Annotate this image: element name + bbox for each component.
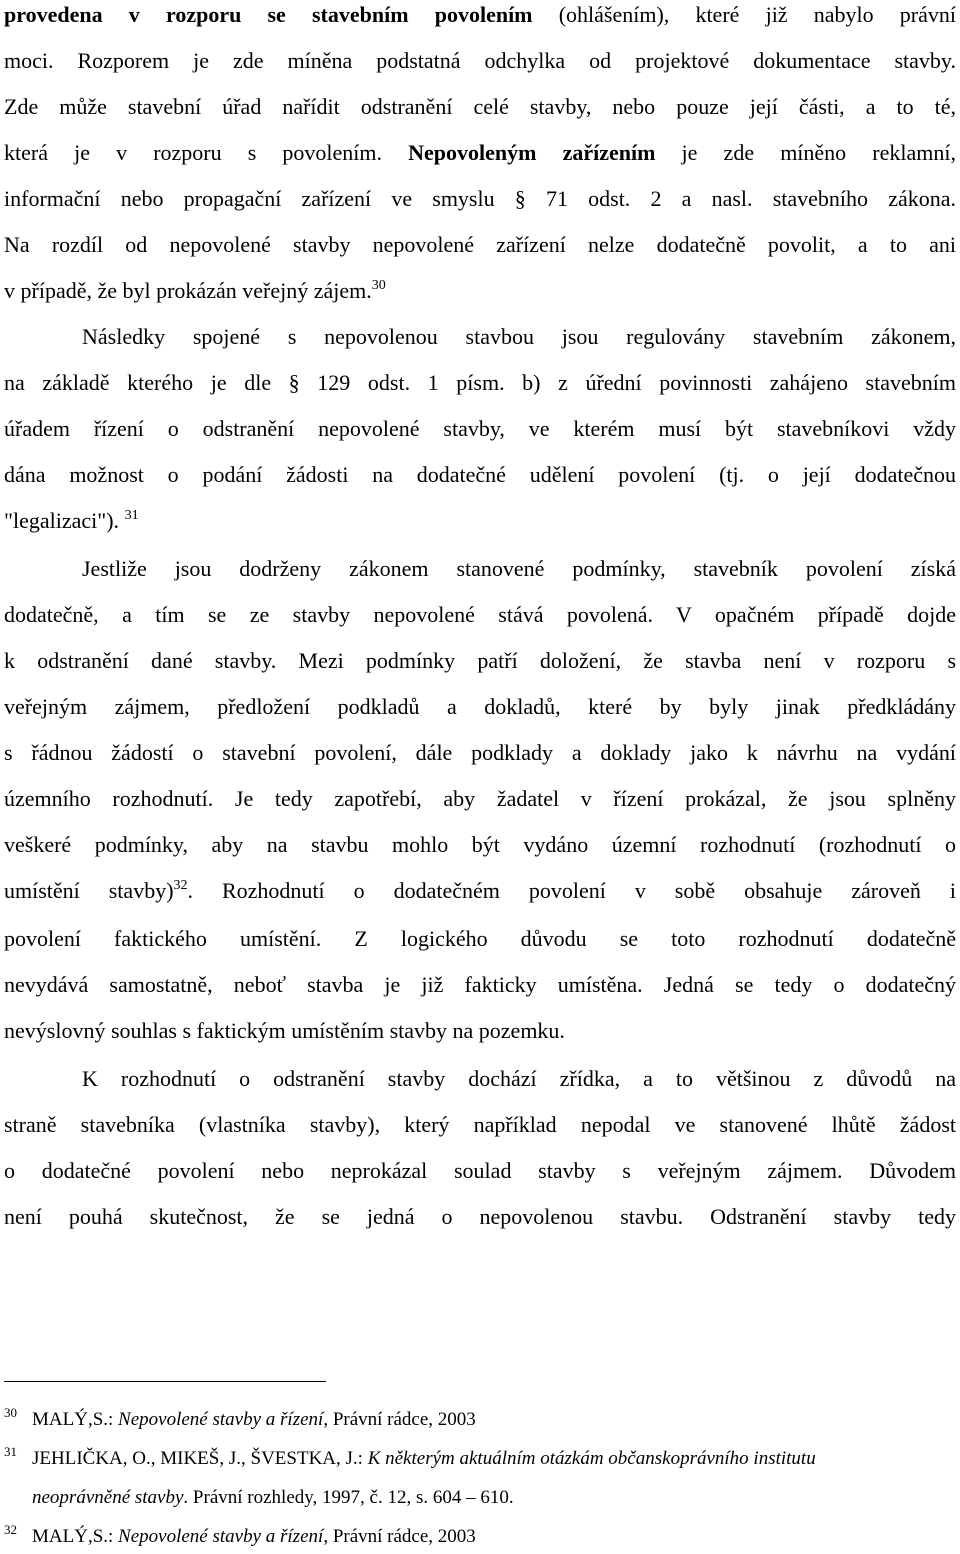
footnote-line bbox=[4, 1407, 476, 1433]
body-line bbox=[4, 368, 956, 398]
footnote-number-box bbox=[4, 1446, 32, 1472]
body-line bbox=[4, 784, 956, 814]
text-run: je zde míněno reklamní, bbox=[655, 140, 956, 165]
body-line bbox=[4, 1064, 956, 1094]
text-run: není pouhá skutečnost, že se jedná o nepovolenou stavbu. Odstranění stavby tedy bbox=[4, 1204, 956, 1229]
text-run: Na rozdíl od nepovolené stavby nepovolené zařízení nelze dodatečně povolit, a to ani bbox=[4, 232, 956, 257]
bold-term: provedena v rozporu se stavebním povolením bbox=[4, 2, 533, 27]
body-line bbox=[4, 414, 956, 444]
body-line bbox=[4, 1110, 956, 1140]
text-run: územního rozhodnutí. Je tedy zapotřebí, aby žadatel v řízení prokázal, že jsou splněny bbox=[4, 786, 956, 811]
body-line bbox=[4, 230, 956, 260]
body-line bbox=[4, 506, 956, 536]
text-run: o dodatečné povolení nebo neprokázal soulad stavby s veřejným zájmem. Důvodem bbox=[4, 1158, 956, 1183]
citation-text: , Právní rádce, 2003 bbox=[323, 1526, 476, 1547]
body-line bbox=[4, 460, 956, 490]
citation-title: K některým aktuálním otázkám občanskoprávního institutu bbox=[367, 1448, 816, 1469]
text-run: která je v rozporu s povolením. bbox=[4, 140, 409, 165]
body-line bbox=[4, 184, 956, 214]
body-line bbox=[4, 46, 956, 76]
body-line bbox=[4, 276, 956, 306]
text-run: moci. Rozporem je zde míněna podstatná odchylka od projektové dokumentace stavby. bbox=[4, 48, 956, 73]
citation-text: MALÝ,S.: bbox=[32, 1526, 119, 1547]
text-run: Jestliže jsou dodrženy zákonem stanovené podmínky, stavebník povolení získá bbox=[82, 556, 956, 581]
body-line bbox=[4, 876, 956, 906]
footnote-separator bbox=[4, 1381, 326, 1382]
text-run: veškeré podmínky, aby na stavbu mohlo být vydáno územní rozhodnutí (rozhodnutí o bbox=[4, 832, 956, 857]
body-line bbox=[4, 322, 956, 352]
footnote-line bbox=[4, 1524, 476, 1550]
body-line bbox=[4, 924, 956, 954]
text-run: (ohlášením), které již nabylo právní bbox=[532, 2, 956, 27]
citation-text: MALÝ,S.: bbox=[32, 1409, 119, 1430]
text-run: na základě kterého je dle § 129 odst. 1 písm. b) z úřední povinnosti zahájeno stavebním bbox=[4, 370, 956, 395]
footnote-number: 31 bbox=[4, 1444, 17, 1459]
text-run: Zde může stavební úřad nařídit odstranění celé stavby, nebo pouze její části, a to té, bbox=[4, 94, 956, 119]
footnote-number: 32 bbox=[4, 1522, 17, 1537]
body-line bbox=[4, 738, 956, 768]
body-line bbox=[4, 830, 956, 860]
body-line bbox=[4, 554, 956, 584]
footnote-reference: 31 bbox=[124, 508, 139, 523]
text-run: k odstranění dané stavby. Mezi podmínky patří doložení, že stavba není v rozporu s bbox=[4, 648, 956, 673]
citation-title: Nepovolené stavby a řízení bbox=[118, 1409, 324, 1430]
text-run: nevýslovný souhlas s faktickým umístěním stavby na pozemku. bbox=[4, 1018, 565, 1043]
footnote-number-box bbox=[4, 1407, 32, 1433]
text-run: s řádnou žádostí o stavební povolení, dále podklady a doklady jako k návrhu na vydání bbox=[4, 740, 956, 765]
body-line bbox=[4, 646, 956, 676]
footnote-reference: 30 bbox=[371, 278, 386, 293]
text-run: v případě, že byl prokázán veřejný zájem. bbox=[4, 278, 372, 303]
text-run: nevydává samostatně, neboť stavba je již fakticky umístěna. Jedná se tedy o dodatečný bbox=[4, 972, 956, 997]
text-run: veřejným zájmem, předložení podkladů a dokladů, které by byly jinak předkládány bbox=[4, 694, 956, 719]
footnote-line bbox=[4, 1446, 816, 1472]
body-line bbox=[4, 1156, 956, 1186]
body-line bbox=[4, 1016, 956, 1046]
body-line bbox=[4, 0, 956, 30]
footnote-number: 30 bbox=[4, 1405, 17, 1420]
citation-text: JEHLIČKA, O., MIKEŠ, J., ŠVESTKA, J.: bbox=[32, 1448, 368, 1469]
text-run: "legalizaci"). bbox=[4, 508, 125, 533]
body-line bbox=[4, 138, 956, 168]
text-run: Následky spojené s nepovolenou stavbou jsou regulovány stavebním zákonem, bbox=[82, 324, 956, 349]
body-line bbox=[4, 600, 956, 630]
citation-text: . Právní rozhledy, 1997, č. 12, s. 604 – 610. bbox=[183, 1487, 514, 1508]
footnote-number-box bbox=[4, 1524, 32, 1550]
citation-title: neoprávněné stavby bbox=[32, 1487, 184, 1508]
text-run: umístění stavby) bbox=[4, 878, 174, 903]
body-line bbox=[4, 692, 956, 722]
body-line bbox=[4, 970, 956, 1000]
text-run: straně stavebníka (vlastníka stavby), který například nepodal ve stanovené lhůtě žádost bbox=[4, 1112, 956, 1137]
text-run: informační nebo propagační zařízení ve smyslu § 71 odst. 2 a nasl. stavebního zákona. bbox=[4, 186, 956, 211]
text-run: dána možnost o podání žádosti na dodatečné udělení povolení (tj. o její dodatečnou bbox=[4, 462, 956, 487]
text-run: povolení faktického umístění. Z logického důvodu se toto rozhodnutí dodatečně bbox=[4, 926, 956, 951]
text-run: úřadem řízení o odstranění nepovolené stavby, ve kterém musí být stavebníkovi vždy bbox=[4, 416, 956, 441]
text-run: K rozhodnutí o odstranění stavby dochází zřídka, a to většinou z důvodů na bbox=[82, 1066, 956, 1091]
text-run: . Rozhodnutí o dodatečném povolení v sobě obsahuje zároveň i bbox=[187, 878, 956, 903]
footnote-reference: 32 bbox=[173, 878, 188, 893]
footnote-line bbox=[4, 1485, 514, 1511]
text-run: dodatečně, a tím se ze stavby nepovolené stává povolená. V opačném případě dojde bbox=[4, 602, 956, 627]
citation-title: Nepovolené stavby a řízení bbox=[118, 1526, 324, 1547]
body-line bbox=[4, 92, 956, 122]
bold-term: Nepovoleným zařízením bbox=[408, 140, 656, 165]
body-line bbox=[4, 1202, 956, 1232]
citation-text: , Právní rádce, 2003 bbox=[323, 1409, 476, 1430]
